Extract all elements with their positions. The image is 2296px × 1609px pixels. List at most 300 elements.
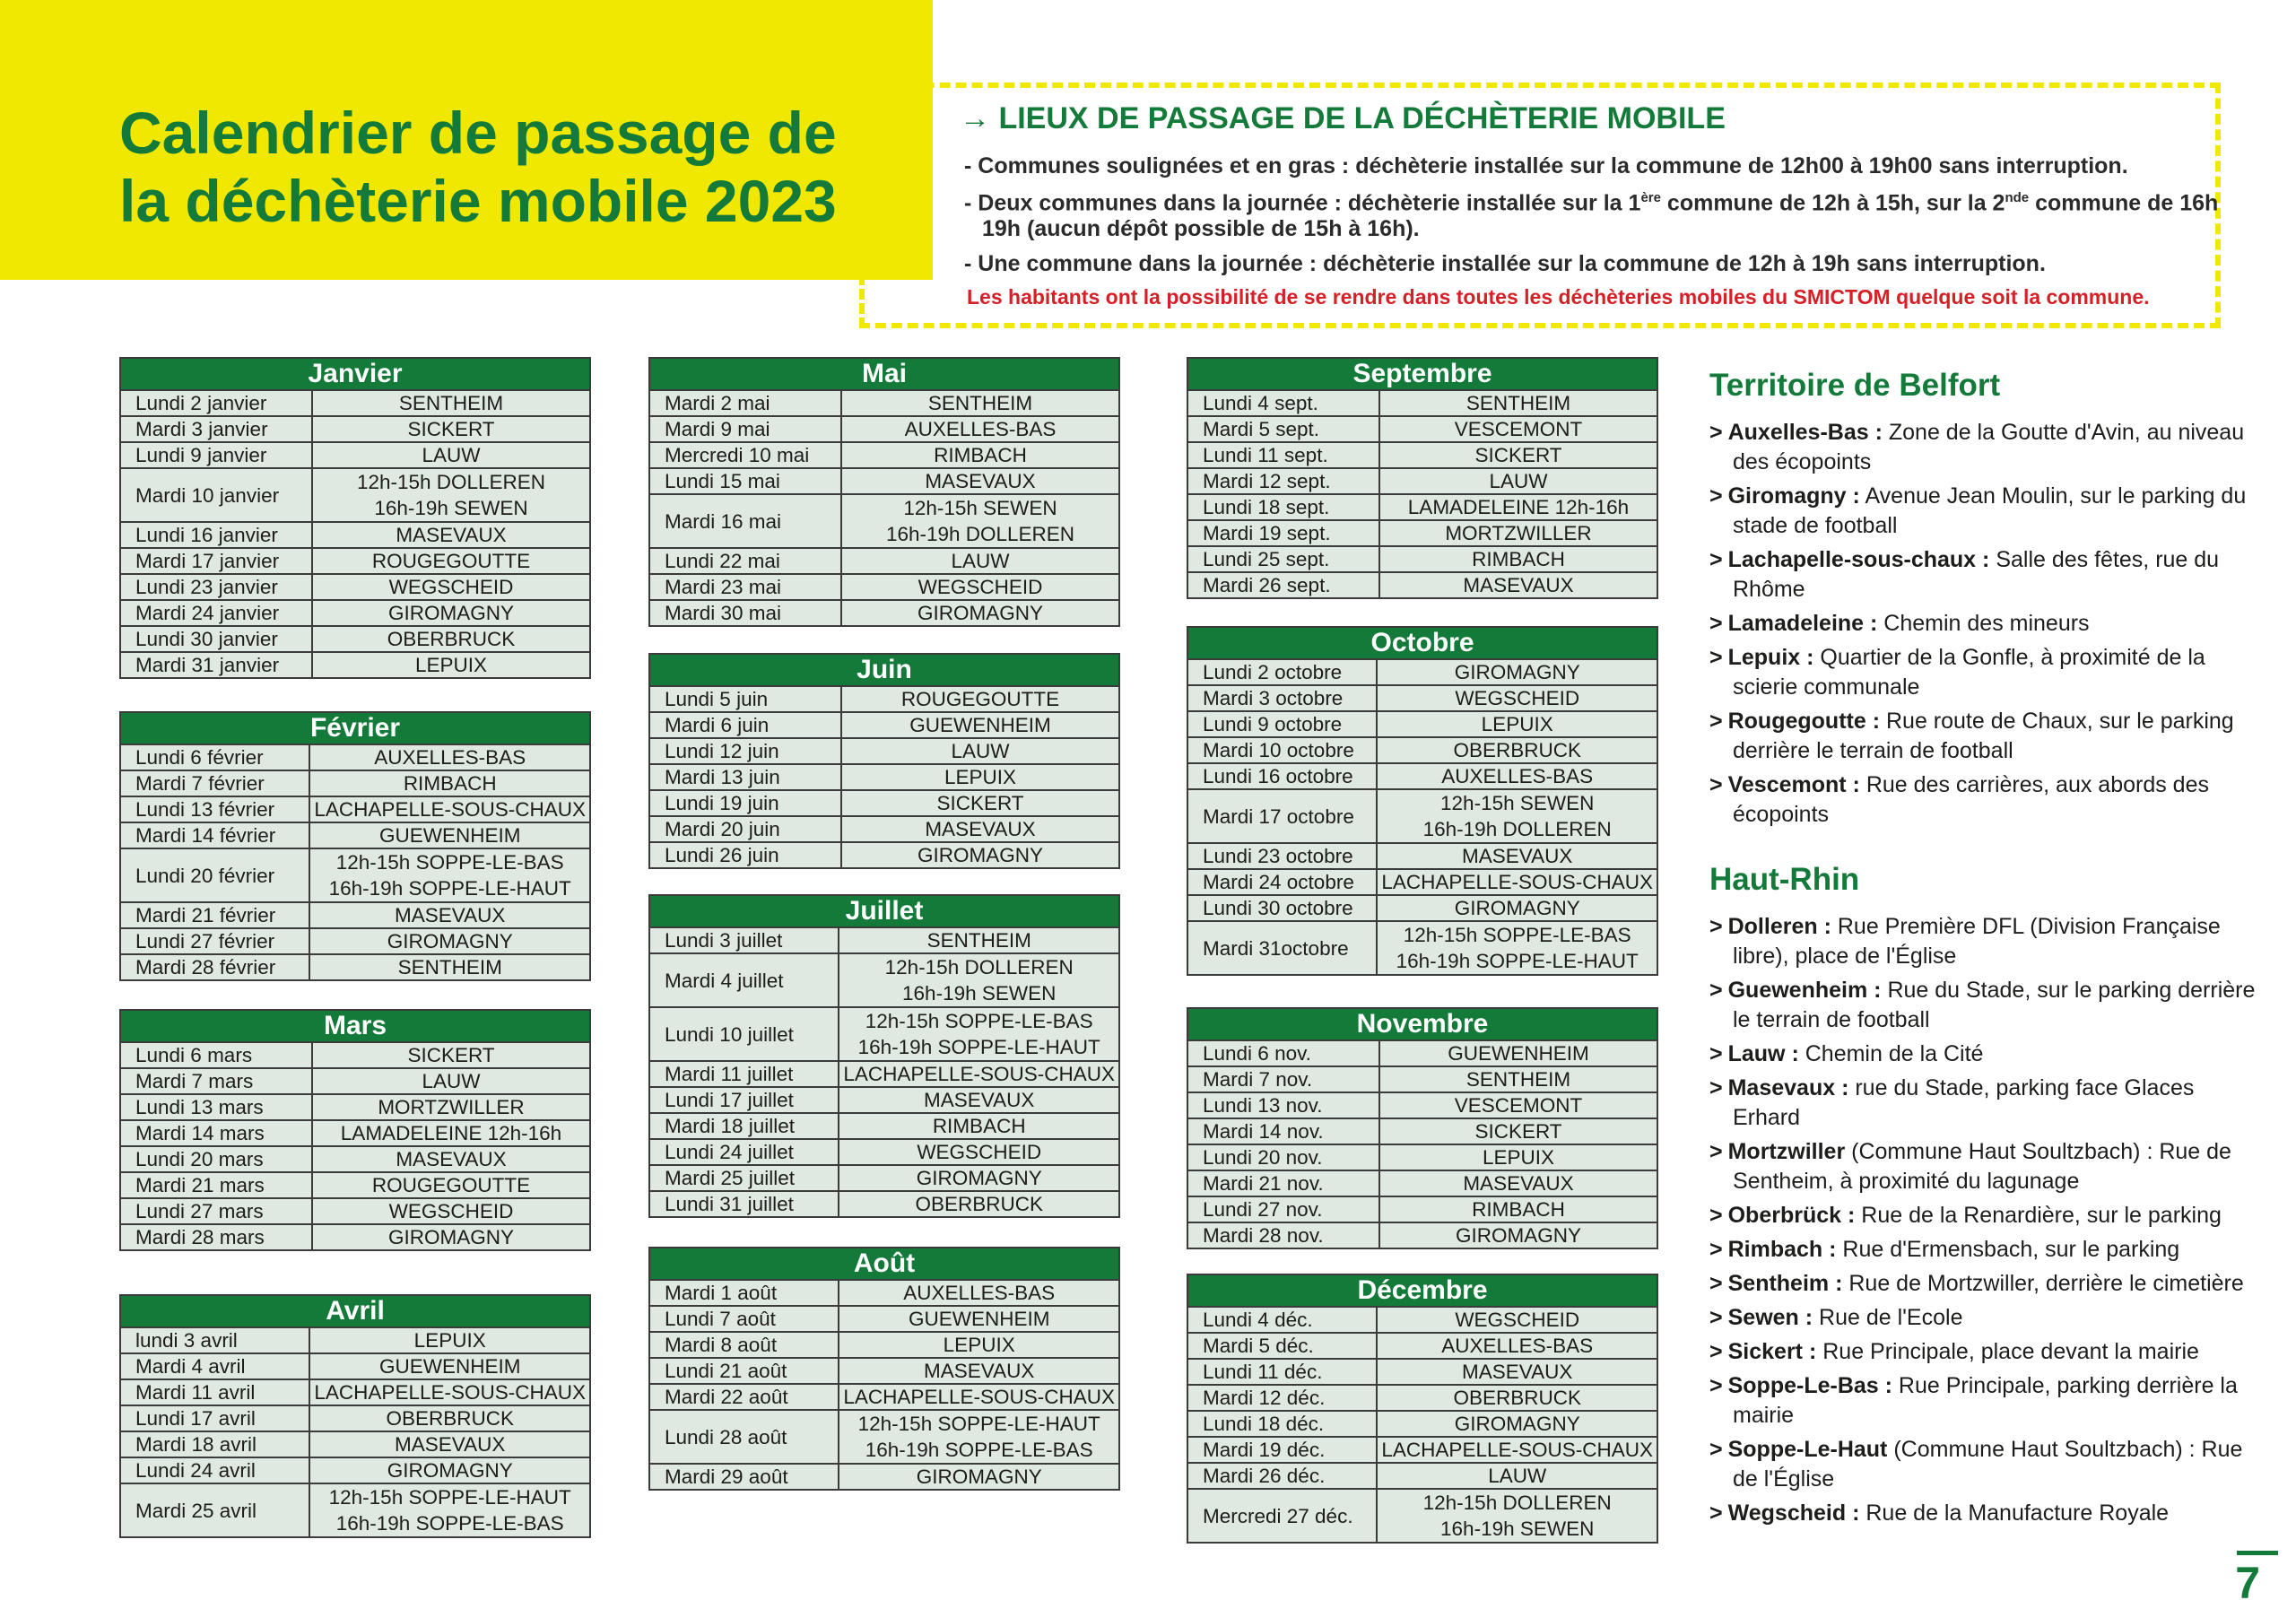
commune-cell: SENTHEIM [839, 927, 1119, 953]
bullet-chevron-icon: > [1709, 611, 1723, 636]
table-row [120, 626, 590, 652]
commune-cell: VESCEMONT [1379, 1092, 1657, 1118]
table-row [120, 928, 590, 954]
page-number: 7 [2235, 1558, 2260, 1608]
date-cell: Mardi 31 janvier [120, 652, 312, 678]
location-name: Rougegoutte : [1727, 709, 1881, 734]
location-name: Sentheim : [1727, 1271, 1843, 1296]
date-cell: Mardi 8 août [649, 1332, 839, 1358]
location-name: Sickert : [1727, 1339, 1817, 1364]
location-name: Rimbach : [1727, 1237, 1837, 1262]
commune-cell: LAUW [312, 1068, 590, 1094]
month-table [119, 357, 591, 679]
table-row [649, 790, 1119, 816]
location-item [1709, 418, 2266, 477]
commune-cell: MASEVAUX [312, 1146, 590, 1172]
table-row [120, 744, 590, 770]
commune-cell: GIROMAGNY [309, 928, 590, 954]
date-cell: Mardi 22 août [649, 1384, 839, 1410]
commune-cell: WEGSCHEID [312, 1198, 590, 1224]
date-cell: Mardi 21 nov. [1187, 1170, 1379, 1196]
commune-cell: AUXELLES-BAS [309, 744, 590, 770]
date-cell: Mardi 20 juin [649, 816, 841, 842]
table-row [1187, 1118, 1657, 1144]
commune-cell: OBERBRUCK [839, 1191, 1119, 1217]
info-line-4: - Une commune dans la journée : déchèterie installée sur la commune de 12h à 19h sans interruption. [964, 251, 2046, 276]
month-title: Octobre [1187, 627, 1657, 659]
location-address: Rue du Stade, sur le parking derrière le terrain de football [1733, 978, 2256, 1032]
table-row [1187, 1196, 1657, 1222]
date-cell: Mardi 7 février [120, 770, 309, 796]
bullet-chevron-icon: > [1709, 1339, 1723, 1364]
commune-cell: MASEVAUX [839, 1087, 1119, 1113]
commune-cell: GIROMAGNY [1379, 1222, 1657, 1248]
locations-panel [1709, 366, 2266, 1559]
commune-cell: AUXELLES-BAS [1377, 1333, 1657, 1359]
bullet-chevron-icon: > [1709, 709, 1723, 734]
commune-slot-2: 16h-19h SOPPE-LE-BAS [335, 1512, 564, 1535]
date-cell: Lundi 30 octobre [1187, 895, 1377, 921]
table-row [1187, 737, 1657, 763]
table-row [649, 927, 1119, 953]
commune-slot-1: 12h-15h SEWEN [1440, 792, 1595, 814]
date-cell: Lundi 25 sept. [1187, 546, 1379, 572]
date-cell: Mardi 11 avril [120, 1379, 309, 1405]
table-row [120, 1353, 590, 1379]
bullet-chevron-icon: > [1709, 1041, 1723, 1066]
month-table [648, 653, 1120, 869]
table-row [649, 816, 1119, 842]
date-cell: Mardi 31octobre [1187, 921, 1377, 975]
commune-cell: MORTZWILLER [312, 1094, 590, 1120]
commune-cell [312, 468, 590, 522]
date-cell: Mardi 24 janvier [120, 600, 312, 626]
table-row [1187, 1144, 1657, 1170]
info-sup-2: nde [2005, 190, 2030, 205]
bullet-chevron-icon: > [1709, 1203, 1723, 1228]
commune-cell: GIROMAGNY [312, 1224, 590, 1250]
location-item [1709, 643, 2266, 702]
month-table [119, 1294, 591, 1538]
date-cell: Mardi 17 janvier [120, 548, 312, 574]
commune-cell [1377, 921, 1657, 975]
location-name: Lachapelle-sous-chaux : [1727, 547, 1990, 572]
date-cell: Mardi 12 sept. [1187, 468, 1379, 494]
date-cell: Lundi 23 janvier [120, 574, 312, 600]
date-cell: Lundi 9 janvier [120, 442, 312, 468]
date-cell: Lundi 20 février [120, 848, 309, 902]
table-row [120, 1405, 590, 1431]
date-cell: Lundi 24 avril [120, 1457, 309, 1483]
bullet-chevron-icon: > [1709, 1075, 1723, 1100]
table-row [1187, 1463, 1657, 1489]
date-cell: Mardi 18 avril [120, 1431, 309, 1457]
table-row [649, 842, 1119, 868]
location-item [1709, 609, 2266, 639]
location-name: Wegscheid : [1727, 1500, 1860, 1526]
location-item [1709, 976, 2266, 1035]
location-name: Guewenheim : [1727, 978, 1882, 1003]
date-cell: Lundi 2 janvier [120, 390, 312, 416]
commune-cell: SENTHEIM [841, 390, 1119, 416]
location-address: Rue Principale, parking derrière la mairie [1733, 1373, 2238, 1428]
table-row [649, 686, 1119, 712]
date-cell: Mardi 17 octobre [1187, 789, 1377, 843]
table-row [649, 1061, 1119, 1087]
commune-cell: WEGSCHEID [1377, 685, 1657, 711]
location-item [1709, 1435, 2266, 1494]
location-address: (Commune Haut Soultzbach) : Rue de l'Église [1733, 1437, 2243, 1492]
date-cell: Lundi 27 février [120, 928, 309, 954]
commune-cell: GUEWENHEIM [309, 822, 590, 848]
location-address: Rue d'Ermensbach, sur le parking [1842, 1237, 2180, 1262]
table-row [1187, 763, 1657, 789]
table-row [1187, 659, 1657, 685]
commune-cell: RIMBACH [1379, 546, 1657, 572]
location-item [1709, 1337, 2266, 1367]
title-line-1: Calendrier de passage de [119, 100, 837, 166]
commune-slot-1: 12h-15h SEWEN [903, 497, 1057, 519]
table-row [120, 416, 590, 442]
info-line-1: - Communes soulignées et en gras : déchèterie installée sur la commune de 12h00 à 19h00 sans interruption. [964, 153, 2128, 178]
commune-cell: LAUW [312, 442, 590, 468]
belfort-list [1709, 418, 2266, 830]
commune-cell: GUEWENHEIM [839, 1306, 1119, 1332]
commune-cell: MASEVAUX [309, 902, 590, 928]
table-row [120, 574, 590, 600]
date-cell: Lundi 3 juillet [649, 927, 839, 953]
location-address: Rue des carrières, aux abords des écopoints [1733, 772, 2209, 827]
date-cell: Mardi 9 mai [649, 416, 841, 442]
table-row [120, 548, 590, 574]
table-row [1187, 843, 1657, 869]
commune-cell [839, 1410, 1119, 1464]
commune-cell: GUEWENHEIM [841, 712, 1119, 738]
table-row [120, 796, 590, 822]
date-cell: Lundi 13 nov. [1187, 1092, 1379, 1118]
table-row [120, 1483, 590, 1537]
commune-cell: LEPUIX [312, 652, 590, 678]
location-item [1709, 1039, 2266, 1069]
table-row [1187, 572, 1657, 598]
date-cell: Lundi 28 août [649, 1410, 839, 1464]
date-cell: Lundi 17 avril [120, 1405, 309, 1431]
location-item [1709, 482, 2266, 541]
table-row [1187, 442, 1657, 468]
date-cell: Mardi 28 mars [120, 1224, 312, 1250]
commune-cell: OBERBRUCK [312, 626, 590, 652]
table-row [1187, 1411, 1657, 1437]
table-row [649, 1113, 1119, 1139]
page-corner-mark [2237, 1551, 2278, 1555]
table-row [120, 442, 590, 468]
commune-cell: MASEVAUX [841, 468, 1119, 494]
date-cell: Mardi 4 avril [120, 1353, 309, 1379]
commune-cell: WEGSCHEID [841, 574, 1119, 600]
date-cell: Lundi 16 octobre [1187, 763, 1377, 789]
table-row [1187, 789, 1657, 843]
table-row [649, 1464, 1119, 1490]
table-row [1187, 1066, 1657, 1092]
commune-cell: MASEVAUX [841, 816, 1119, 842]
table-row [1187, 1170, 1657, 1196]
date-cell: Lundi 10 juillet [649, 1007, 839, 1061]
month-title: Juin [649, 654, 1119, 686]
table-row [120, 1042, 590, 1068]
table-row [649, 1384, 1119, 1410]
month-title: Janvier [120, 358, 590, 390]
commune-slot-2: 16h-19h SOPPE-LE-HAUT [1396, 950, 1639, 972]
table-row [649, 1139, 1119, 1165]
commune-slot-1: 12h-15h DOLLEREN [884, 956, 1074, 978]
date-cell: Mardi 21 février [120, 902, 309, 928]
table-row [649, 1358, 1119, 1384]
location-address: Rue de la Renardière, sur le parking [1861, 1203, 2222, 1228]
date-cell: Lundi 27 mars [120, 1198, 312, 1224]
table-row [120, 1327, 590, 1353]
table-row [649, 548, 1119, 574]
date-cell: Mardi 18 juillet [649, 1113, 839, 1139]
date-cell: Mardi 7 nov. [1187, 1066, 1379, 1092]
location-item [1709, 707, 2266, 766]
bullet-chevron-icon: > [1709, 1271, 1723, 1296]
table-row [120, 468, 590, 522]
commune-cell: GUEWENHEIM [1379, 1040, 1657, 1066]
location-name: Sewen : [1727, 1305, 1813, 1330]
commune-cell: GIROMAGNY [1377, 895, 1657, 921]
date-cell: Lundi 23 octobre [1187, 843, 1377, 869]
location-name: Oberbrück : [1727, 1203, 1856, 1228]
table-row [1187, 546, 1657, 572]
table-row [120, 1431, 590, 1457]
location-address: Rue de Mortzwiller, derrière le cimetière [1848, 1271, 2244, 1296]
table-row [1187, 685, 1657, 711]
commune-cell [841, 494, 1119, 548]
table-row [1187, 1359, 1657, 1385]
commune-cell: LEPUIX [1377, 711, 1657, 737]
location-name: Vescemont : [1727, 772, 1860, 797]
table-row [649, 1191, 1119, 1217]
commune-cell: LACHAPELLE-SOUS-CHAUX [839, 1384, 1119, 1410]
date-cell: Lundi 21 août [649, 1358, 839, 1384]
info-line-2-part-b: commune de 12h à 15h, sur la 2 [1660, 190, 2005, 216]
commune-cell: MASEVAUX [1379, 572, 1657, 598]
table-row [1187, 1437, 1657, 1463]
date-cell: Lundi 17 juillet [649, 1087, 839, 1113]
month-table [119, 1009, 591, 1251]
table-row [120, 522, 590, 548]
commune-slot-2: 16h-19h SEWEN [1440, 1518, 1595, 1540]
table-row [120, 822, 590, 848]
commune-slot-2: 16h-19h SOPPE-LE-HAUT [857, 1036, 1100, 1058]
hautrhin-list [1709, 912, 2266, 1528]
location-item [1709, 1201, 2266, 1231]
table-row [120, 390, 590, 416]
location-name: Giromagny : [1727, 483, 1860, 509]
date-cell: Mardi 19 sept. [1187, 520, 1379, 546]
table-row [120, 1094, 590, 1120]
date-cell: Mardi 13 juin [649, 764, 841, 790]
commune-cell: MASEVAUX [839, 1358, 1119, 1384]
date-cell: Lundi 6 nov. [1187, 1040, 1379, 1066]
location-name: Soppe-Le-Haut [1727, 1437, 1888, 1462]
month-title: Mai [649, 358, 1119, 390]
commune-cell: LAUW [1379, 468, 1657, 494]
date-cell: Mardi 3 octobre [1187, 685, 1377, 711]
location-item [1709, 1269, 2266, 1299]
date-cell: Lundi 31 juillet [649, 1191, 839, 1217]
table-row [649, 390, 1119, 416]
date-cell: Lundi 16 janvier [120, 522, 312, 548]
table-row [1187, 1092, 1657, 1118]
date-cell: Lundi 24 juillet [649, 1139, 839, 1165]
commune-cell: LEPUIX [841, 764, 1119, 790]
date-cell: Mardi 24 octobre [1187, 869, 1377, 895]
date-cell: Mardi 14 mars [120, 1120, 312, 1146]
bullet-chevron-icon: > [1709, 1305, 1723, 1330]
table-row [1187, 390, 1657, 416]
commune-cell: RIMBACH [1379, 1196, 1657, 1222]
location-item [1709, 1235, 2266, 1265]
date-cell: Mardi 26 sept. [1187, 572, 1379, 598]
table-row [120, 1198, 590, 1224]
location-name: Soppe-Le-Bas : [1727, 1373, 1892, 1398]
bullet-chevron-icon: > [1709, 1237, 1723, 1262]
table-row [649, 764, 1119, 790]
date-cell: Lundi 26 juin [649, 842, 841, 868]
commune-cell: LEPUIX [839, 1332, 1119, 1358]
commune-cell: LACHAPELLE-SOUS-CHAUX [839, 1061, 1119, 1087]
bullet-chevron-icon: > [1709, 645, 1723, 670]
date-cell: Mercredi 27 déc. [1187, 1489, 1377, 1543]
table-row [649, 1087, 1119, 1113]
commune-cell: GIROMAGNY [309, 1457, 590, 1483]
location-address: Quartier de la Gonfle, à proximité de la scierie communale [1733, 645, 2205, 700]
commune-cell [839, 953, 1119, 1007]
month-title: Août [649, 1248, 1119, 1280]
month-table [1187, 357, 1658, 599]
date-cell: Lundi 6 mars [120, 1042, 312, 1068]
commune-cell: MASEVAUX [312, 522, 590, 548]
table-row [120, 1379, 590, 1405]
commune-cell: LEPUIX [309, 1327, 590, 1353]
date-cell: Lundi 18 déc. [1187, 1411, 1377, 1437]
commune-cell [309, 848, 590, 902]
commune-slot-2: 16h-19h SEWEN [374, 497, 528, 519]
commune-cell: SENTHEIM [312, 390, 590, 416]
arrow-right-icon: → [960, 101, 990, 135]
commune-cell: LAMADELEINE 12h-16h [312, 1120, 590, 1146]
commune-cell: WEGSCHEID [312, 574, 590, 600]
table-row [120, 1146, 590, 1172]
commune-cell: RIMBACH [839, 1113, 1119, 1139]
date-cell: Lundi 30 janvier [120, 626, 312, 652]
commune-cell: SICKERT [841, 790, 1119, 816]
table-row [120, 1224, 590, 1250]
table-row [649, 738, 1119, 764]
table-row [649, 1410, 1119, 1464]
date-cell: Mardi 7 mars [120, 1068, 312, 1094]
table-row [120, 902, 590, 928]
commune-cell: LAUW [1377, 1463, 1657, 1489]
commune-cell: WEGSCHEID [1377, 1307, 1657, 1333]
commune-cell: SENTHEIM [1379, 1066, 1657, 1092]
bullet-chevron-icon: > [1709, 1139, 1723, 1164]
date-cell: Lundi 22 mai [649, 548, 841, 574]
date-cell: Lundi 5 juin [649, 686, 841, 712]
commune-cell: OBERBRUCK [1377, 737, 1657, 763]
commune-cell: LACHAPELLE-SOUS-CHAUX [309, 796, 590, 822]
location-name: Masevaux : [1727, 1075, 1849, 1100]
commune-slot-1: 12h-15h SOPPE-LE-HAUT [328, 1486, 571, 1509]
table-row [1187, 1307, 1657, 1333]
date-cell: Mardi 21 mars [120, 1172, 312, 1198]
commune-cell: SENTHEIM [309, 954, 590, 980]
date-cell: Lundi 19 juin [649, 790, 841, 816]
commune-cell: WEGSCHEID [839, 1139, 1119, 1165]
date-cell: Lundi 15 mai [649, 468, 841, 494]
location-address: Zone de la Goutte d'Avin, au niveau des écopoints [1733, 420, 2245, 474]
commune-cell: GIROMAGNY [839, 1464, 1119, 1490]
date-cell: Mardi 29 août [649, 1464, 839, 1490]
commune-cell: RIMBACH [841, 442, 1119, 468]
table-row [1187, 468, 1657, 494]
commune-cell: OBERBRUCK [1377, 1385, 1657, 1411]
month-title: Avril [120, 1295, 590, 1327]
commune-cell: MORTZWILLER [1379, 520, 1657, 546]
commune-cell: AUXELLES-BAS [1377, 763, 1657, 789]
commune-cell: GIROMAGNY [1377, 659, 1657, 685]
table-row [649, 1280, 1119, 1306]
date-cell: Mardi 5 déc. [1187, 1333, 1377, 1359]
date-cell: Mardi 3 janvier [120, 416, 312, 442]
commune-cell: VESCEMONT [1379, 416, 1657, 442]
location-name: Auxelles-Bas : [1727, 420, 1883, 445]
bullet-chevron-icon: > [1709, 547, 1723, 572]
date-cell: Lundi 6 février [120, 744, 309, 770]
date-cell: Mardi 23 mai [649, 574, 841, 600]
month-title: Septembre [1187, 358, 1657, 390]
commune-cell: RIMBACH [309, 770, 590, 796]
table-row [649, 1007, 1119, 1061]
location-address: (Commune Haut Soultzbach) : Rue de Sentheim, à proximité du lagunage [1733, 1139, 2231, 1194]
date-cell: Mardi 10 janvier [120, 468, 312, 522]
table-row [120, 1068, 590, 1094]
table-row [120, 1120, 590, 1146]
location-address: Rue de l'Ecole [1819, 1305, 1963, 1330]
date-cell: Lundi 12 juin [649, 738, 841, 764]
month-table [648, 357, 1120, 627]
commune-slot-1: 12h-15h SOPPE-LE-BAS [865, 1010, 1093, 1032]
commune-cell [839, 1007, 1119, 1061]
table-row [1187, 1222, 1657, 1248]
location-item [1709, 1137, 2266, 1196]
date-cell: Lundi 11 déc. [1187, 1359, 1377, 1385]
table-row [120, 1172, 590, 1198]
commune-cell [1377, 789, 1657, 843]
commune-cell: LEPUIX [1379, 1144, 1657, 1170]
table-row [1187, 711, 1657, 737]
commune-cell: LAUW [841, 738, 1119, 764]
date-cell: Mardi 14 février [120, 822, 309, 848]
commune-cell: MASEVAUX [1377, 1359, 1657, 1385]
location-name: Lauw : [1727, 1041, 1799, 1066]
bullet-chevron-icon: > [1709, 772, 1723, 797]
location-address: Rue Première DFL (Division Française libre), place de l'Église [1733, 914, 2221, 969]
table-row [1187, 1385, 1657, 1411]
commune-cell [1377, 1489, 1657, 1543]
month-table [1187, 1274, 1658, 1544]
